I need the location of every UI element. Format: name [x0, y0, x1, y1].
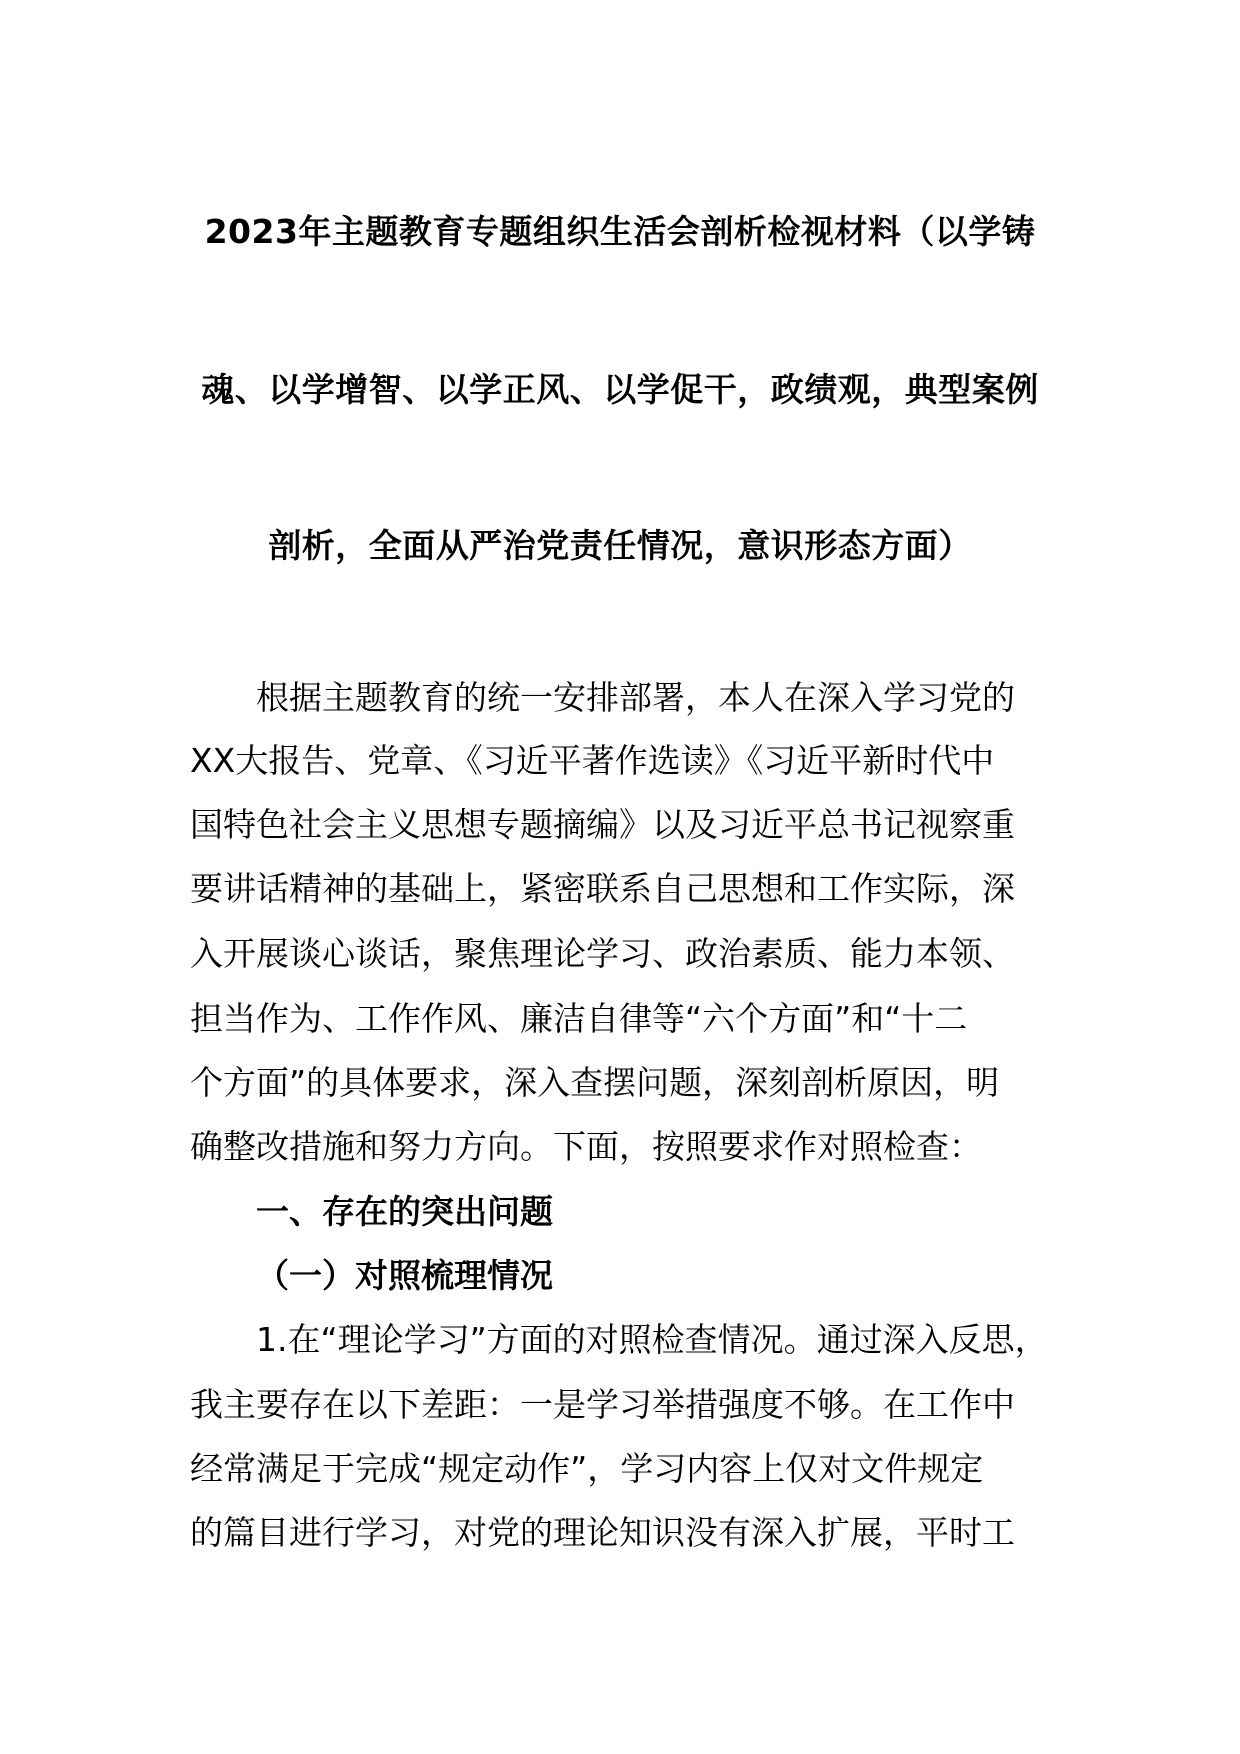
intro-paragraph-line: 确整改措施和努力方向。下面，按照要求作对照检查：	[190, 1127, 982, 1166]
document-title-line-2: 魂、以学增智、以学正风、以学促干，政绩观，典型案例	[201, 370, 1039, 409]
section-heading-1: 一、存在的突出问题	[256, 1192, 553, 1231]
intro-paragraph-line: 担当作为、工作作风、廉洁自律等“六个方面”和“十二	[190, 999, 968, 1038]
intro-paragraph-line: 要讲话精神的基础上，紧密联系自己思想和工作实际，深	[190, 869, 1015, 908]
section-paragraph-line: 1.在“理论学习”方面的对照检查情况。通过深入反思，	[256, 1320, 1048, 1359]
document-title-line-3: 剖析，全面从严治党责任情况，意识形态方面）	[268, 526, 972, 565]
intro-paragraph-line: 个方面”的具体要求，深入查摆问题，深刻剖析原因，明	[190, 1063, 1000, 1102]
document-title-line-1: 2023年主题教育专题组织生活会剖析检视材料（以学铸	[204, 212, 1036, 251]
section-paragraph-line: 经常满足于完成“规定动作”，学习内容上仅对文件规定	[190, 1449, 984, 1488]
intro-paragraph-line: 国特色社会主义思想专题摘编》以及习近平总书记视察重	[190, 805, 1015, 844]
intro-paragraph-line: XX大报告、党章、《习近平著作选读》《习近平新时代中	[190, 741, 995, 780]
intro-paragraph-line: 根据主题教育的统一安排部署，本人在深入学习党的	[256, 678, 1015, 717]
section-paragraph-line: 我主要存在以下差距：一是学习举措强度不够。在工作中	[190, 1385, 1015, 1424]
section-paragraph-line: 的篇目进行学习，对党的理论知识没有深入扩展，平时工	[190, 1513, 1015, 1552]
section-heading-2: （一）对照梳理情况	[256, 1256, 553, 1295]
intro-paragraph-line: 入开展谈心谈话，聚焦理论学习、政治素质、能力本领、	[190, 934, 1015, 973]
